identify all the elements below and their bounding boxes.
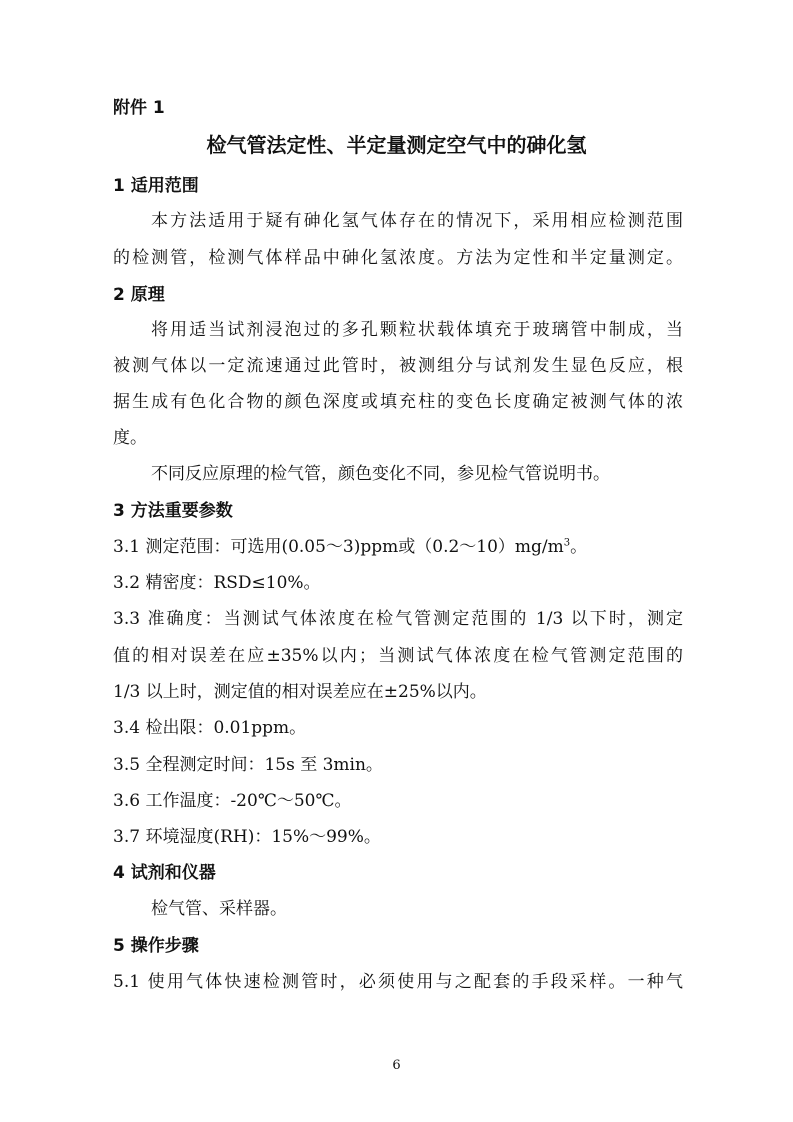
section-5-heading: 5 操作步骤 — [113, 936, 199, 956]
section-3-heading: 3 方法重要参数 — [113, 501, 233, 521]
document-title: 检气管法定性、半定量测定空气中的砷化氢 — [206, 133, 587, 157]
param-3-2: 3.2 精密度：RSD≤10%。 — [113, 573, 321, 593]
section-2-paragraph-line: 度。 — [113, 428, 147, 448]
section-5-paragraph-line: 5.1 使用气体快速检测管时，必须使用与之配套的手段采样。一种气 — [113, 972, 683, 992]
section-1-paragraph-line: 本方法适用于疑有砷化氢气体存在的情况下，采用相应检测范围 — [151, 211, 683, 231]
param-3-6: 3.6 工作温度：-20℃～50℃。 — [113, 791, 352, 811]
section-1-paragraph-line: 的检测管，检测气体样品中砷化氢浓度。方法为定性和半定量测定。 — [113, 248, 683, 268]
param-3-1 — [113, 536, 683, 558]
section-1-heading: 1 适用范围 — [113, 176, 199, 196]
section-4-paragraph-line: 检气管、采样器。 — [151, 899, 287, 919]
param-3-1-text: 3.1 测定范围：可选用(0.05～3)ppm或（0.2～10）mg/m — [113, 537, 564, 557]
section-2-paragraph-line: 不同反应原理的检气管，颜色变化不同，参见检气管说明书。 — [151, 464, 610, 484]
param-3-3-line: 3.3 准确度：当测试气体浓度在检气管测定范围的 1/3 以下时，测定 — [113, 609, 683, 629]
section-2-paragraph-line: 据生成有色化合物的颜色深度或填充柱的变色长度确定被测气体的浓 — [113, 392, 683, 412]
page-number: 6 — [392, 1058, 401, 1073]
section-2-paragraph-line: 被测气体以一定流速通过此管时，被测组分与试剂发生显色反应，根 — [113, 356, 683, 376]
param-3-4: 3.4 检出限：0.01ppm。 — [113, 718, 307, 738]
param-3-7: 3.7 环境湿度(RH)：15%～99%。 — [113, 827, 381, 847]
section-4-heading: 4 试剂和仪器 — [113, 863, 216, 883]
attachment-label: 附件 1 — [113, 98, 165, 118]
param-3-3-line: 1/3 以上时，测定值的相对误差应在±25%以内。 — [113, 682, 487, 702]
param-3-3-line: 值的相对误差在应±35%以内；当测试气体浓度在检气管测定范围的 — [113, 646, 683, 666]
param-3-1-superscript: 3 — [563, 537, 571, 549]
section-2-paragraph-line: 将用适当试剂浸泡过的多孔颗粒状载体填充于玻璃管中制成，当 — [151, 320, 683, 340]
param-3-5: 3.5 全程测定时间：15s 至 3min。 — [113, 755, 383, 775]
param-3-1-end: 。 — [570, 537, 588, 557]
section-2-heading: 2 原理 — [113, 285, 165, 305]
